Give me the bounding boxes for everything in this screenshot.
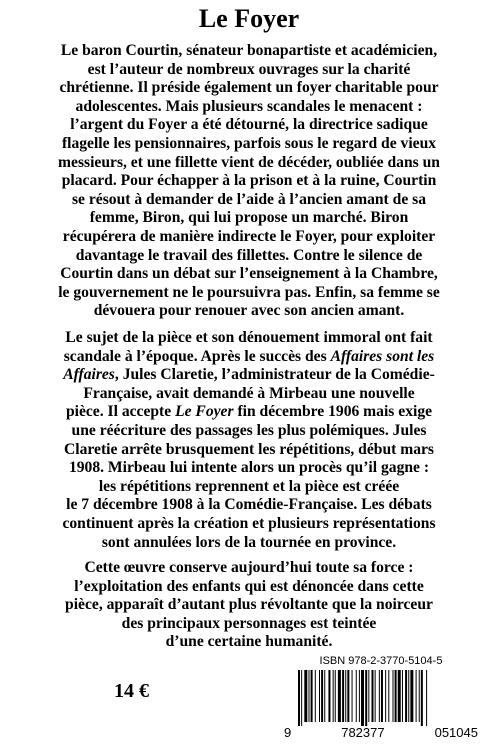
text-line xyxy=(22,403,476,422)
barcode-digit-group: 051045 xyxy=(434,725,478,740)
barcode-bar xyxy=(342,670,344,722)
barcode-bar xyxy=(324,670,325,722)
text-line: une réécriture des passages les plus polémiques. Jules xyxy=(71,421,427,439)
barcode-bar xyxy=(375,670,376,722)
text-line xyxy=(22,366,476,385)
barcode-bar xyxy=(393,670,394,722)
italic-title: Le Foyer xyxy=(175,403,234,421)
barcode-bar xyxy=(368,670,369,722)
barcode-icon xyxy=(298,670,464,726)
text-segment: fin décembre 1906 mais exige xyxy=(233,403,433,421)
barcode-bar xyxy=(381,670,383,722)
barcode-bar xyxy=(321,670,323,722)
barcode-bar xyxy=(345,670,346,722)
synopsis-paragraph xyxy=(22,42,476,321)
barcode-bar xyxy=(421,670,423,726)
barcode-bar xyxy=(359,670,360,722)
text-line: des principaux personnages est teintée xyxy=(121,614,377,632)
text-line: pièce, apparaît d’autant plus révoltante que la noirceur xyxy=(65,596,433,614)
barcode-bar xyxy=(347,670,349,722)
text-line: femme, Biron, qui lui propose un marché. Biron xyxy=(89,209,409,227)
price-label: 14 € xyxy=(114,680,149,702)
text-line: messieurs, et une fillette vient de décéder, oubliée dans un xyxy=(58,153,440,171)
text-line: Le sujet de la pièce et son dénouement immoral ont fait xyxy=(65,329,433,346)
barcode-bar xyxy=(410,670,413,722)
text-line: récupérera de manière indirecte le Foyer, pour exploiter xyxy=(62,227,436,245)
barcode-bar xyxy=(408,670,409,722)
barcode-bar xyxy=(416,670,417,722)
italic-title: Affaires sont les xyxy=(330,347,435,365)
text-line: Française, avait demandé à Mirbeau une nouvelle xyxy=(83,384,415,402)
barcode-digit-group: 782377 xyxy=(341,725,385,740)
text-line: Cette œuvre conserve aujourd’hui toute sa force : xyxy=(84,559,414,576)
text-line: flagelle les pensionnaires, parfois sous le regard de vieux xyxy=(61,134,437,152)
text-segment: pièce. Il accepte xyxy=(65,403,176,421)
barcode-bar xyxy=(388,670,389,722)
barcode-bar xyxy=(311,670,313,722)
text-line: sont annulées lors de la tournée en province. xyxy=(101,533,397,551)
text-line: l’argent du Foyer a été détourné, la directrice sadique xyxy=(70,116,428,134)
text-line: le gouvernement ne le poursuivra pas. Enfin, sa femme se xyxy=(58,283,440,301)
text-line: continuent après la création et plusieurs représentations xyxy=(62,514,436,532)
barcode-bar xyxy=(426,670,427,726)
barcode-digit-group: 9 xyxy=(284,725,292,740)
barcode-block xyxy=(284,655,478,741)
closing-paragraph xyxy=(22,559,476,652)
barcode-bar xyxy=(405,670,407,722)
barcode-bar xyxy=(309,670,310,722)
text-line: davantage le travail des fillettes. Contre le silence de xyxy=(75,246,423,264)
text-line: dévouera pour renouer avec son ancien amant. xyxy=(93,302,405,320)
barcode-bar xyxy=(335,670,336,722)
barcode-digits xyxy=(284,725,478,740)
barcode-bar xyxy=(328,670,330,722)
text-line: 1908. Mirbeau lui intente alors un procès qu’il gagne : xyxy=(68,459,430,477)
barcode-bar xyxy=(402,670,403,722)
text-line: chrétienne. Il préside également un foyer charitable pour xyxy=(59,79,439,97)
text-line: le 7 décembre 1908 à la Comédie-Française. Les débats xyxy=(66,496,432,514)
text-line: l’exploitation des enfants qui est dénoncée dans cette xyxy=(74,577,424,595)
text-line: placard. Pour échapper à la prison et à la ruine, Courtin xyxy=(61,172,437,190)
history-paragraph xyxy=(22,329,476,552)
barcode-bar xyxy=(356,670,357,722)
barcode-bar xyxy=(315,670,316,722)
barcode-bar xyxy=(395,670,397,722)
barcode-bar xyxy=(385,670,386,722)
text-line: Le baron Courtin, sénateur bonapartiste et académicien, xyxy=(60,42,438,59)
text-line: les répétitions reprennent et la pièce est créée xyxy=(98,477,400,495)
barcode-bar xyxy=(333,670,334,722)
text-line: se résout à demander de l’aide à l’ancien amant de sa xyxy=(71,190,427,208)
barcode-bar xyxy=(338,670,341,722)
text-line: d’une certaine humanité. xyxy=(165,633,333,651)
text-segment: , Jules Claretie, l’administrateur de la Comédie- xyxy=(114,366,435,384)
barcode-bar xyxy=(419,670,420,722)
isbn-label: ISBN 978-2-3770-5104-5 xyxy=(319,655,443,667)
barcode-bar xyxy=(301,670,302,726)
text-segment: scandale à l’époque. Après le succès des xyxy=(63,347,331,365)
barcode-bar xyxy=(379,670,380,722)
barcode-bar xyxy=(304,670,307,722)
text-line: est l’auteur de nombreux ouvrages sur la charité xyxy=(87,60,411,78)
barcode-bar xyxy=(352,670,353,722)
barcode-bar xyxy=(319,670,320,722)
italic-title: Affaires xyxy=(63,366,115,384)
text-line: Courtin dans un débat sur l’enseignement à la Chambre, xyxy=(60,265,438,283)
text-line: Claretie arrête brusquement les répétitions, début mars xyxy=(64,440,434,458)
barcode-bar xyxy=(365,670,367,726)
barcode-bar xyxy=(398,670,401,722)
text-line: adolescentes. Mais plusieurs scandales le menacent : xyxy=(75,97,423,115)
text-line xyxy=(22,348,476,367)
barcode-bar xyxy=(298,670,300,726)
book-title: Le Foyer xyxy=(198,4,300,33)
barcode-bar xyxy=(361,670,364,726)
barcode-bar xyxy=(372,670,374,722)
